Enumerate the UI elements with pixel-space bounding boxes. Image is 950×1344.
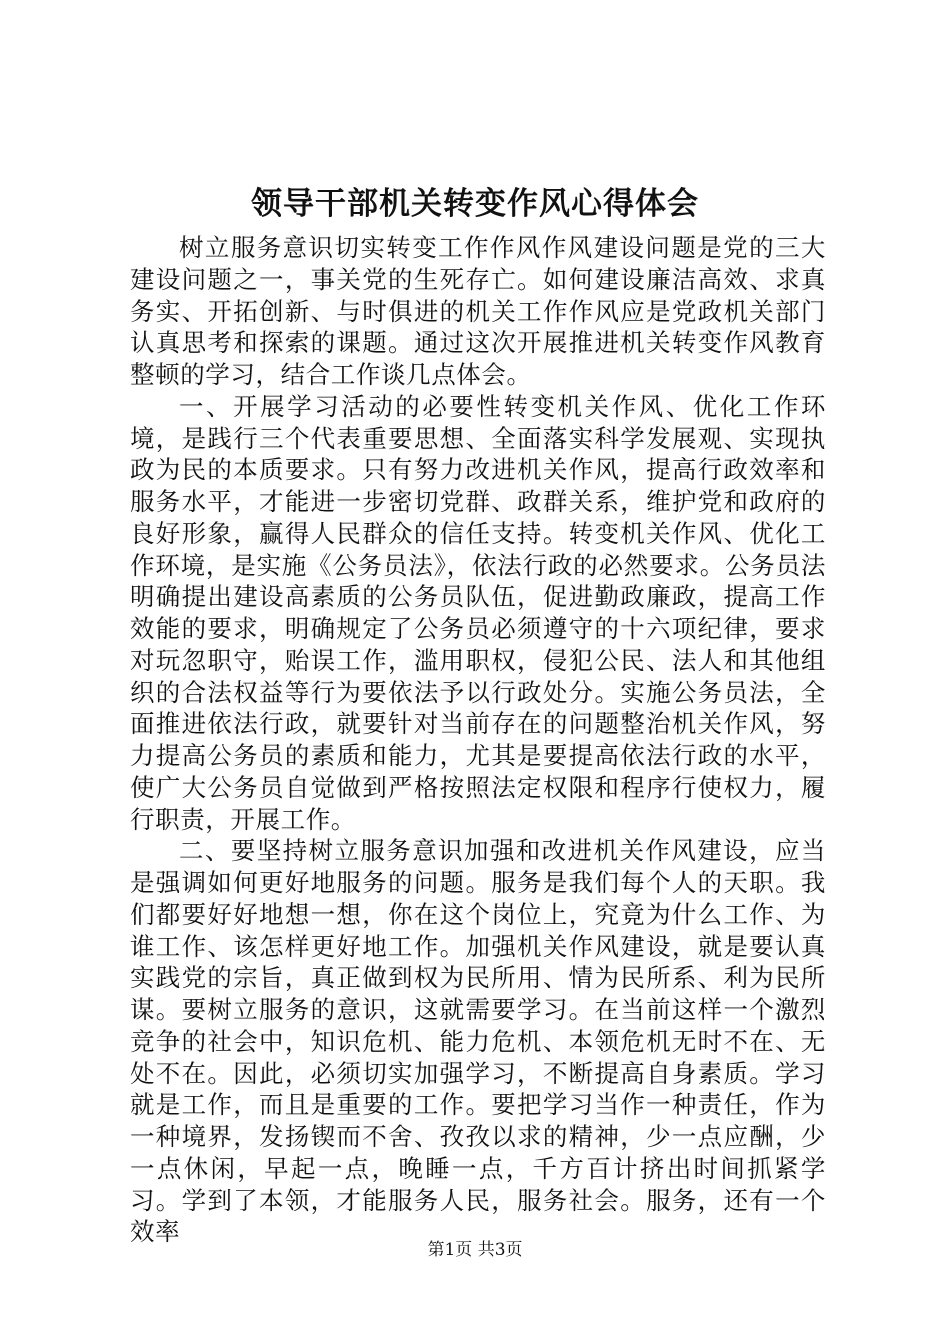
document-title: 领导干部机关转变作风心得体会 xyxy=(251,186,699,222)
document-body xyxy=(130,232,826,1248)
paragraph-section-two: 二、要坚持树立服务意识加强和改进机关作风建设，应当是强调如何更好地服务的问题。服务是我们每个人的天职。我们都要好好地想一想，你在这个岗位上，究竟为什么工作、为谁工作、该怎样更好地工作。加强机关作风建设，就是要认真实践党的宗旨，真正做到权为民所用、情为民所系、利为民所谋。要树立服务的意识，这就需要学习。在当前这样一个激烈竞争的社会中，知识危机、能力危机、本领危机无时不在、无处不在。因此，必须切实加强学习，不断提高自身素质。学习就是工作，而且是重要的工作。要把学习当作一种责任，作为一种境界，发扬锲而不舍、孜孜以求的精神，少一点应酬，少一点休闲，早起一点，晚睡一点，千方百计挤出时间抓紧学习。学到了本领，才能服务人民，服务社会。服务，还有一个效率 xyxy=(130,836,826,1247)
page-number-footer: 第1页 共3页 xyxy=(427,1240,523,1260)
paragraph-intro: 树立服务意识切实转变工作作风作风建设问题是党的三大建设问题之一，事关党的生死存亡。如何建设廉洁高效、求真务实、开拓创新、与时俱进的机关工作作风应是党政机关部门认真思考和探索的课题。通过这次开展推进机关转变作风教育整顿的学习，结合工作谈几点体会。 xyxy=(130,233,826,389)
paragraph-section-one: 一、开展学习活动的必要性转变机关作风、优化工作环境，是践行三个代表重要思想、全面落实科学发展观、实现执政为民的本质要求。只有努力改进机关作风，提高行政效率和服务水平，才能进一步密切党群、政群关系，维护党和政府的良好形象，赢得人民群众的信任支持。转变机关作风、优化工作环境，是实施《公务员法》，依法行政的必然要求。公务员法明确提出建设高素质的公务员队伍，促进勤政廉政，提高工作效能的要求，明确规定了公务员必须遵守的十六项纪律，要求对玩忽职守，贻误工作，滥用职权，侵犯公民、法人和其他组织的合法权益等行为要依法予以行政处分。实施公务员法，全面推进依法行政，就要针对当前存在的问题整治机关作风，努力提高公务员的素质和能力，尤其是要提高依法行政的水平，使广大公务员自觉做到严格按照法定权限和程序行使权力，履行职责，开展工作。 xyxy=(130,391,826,834)
